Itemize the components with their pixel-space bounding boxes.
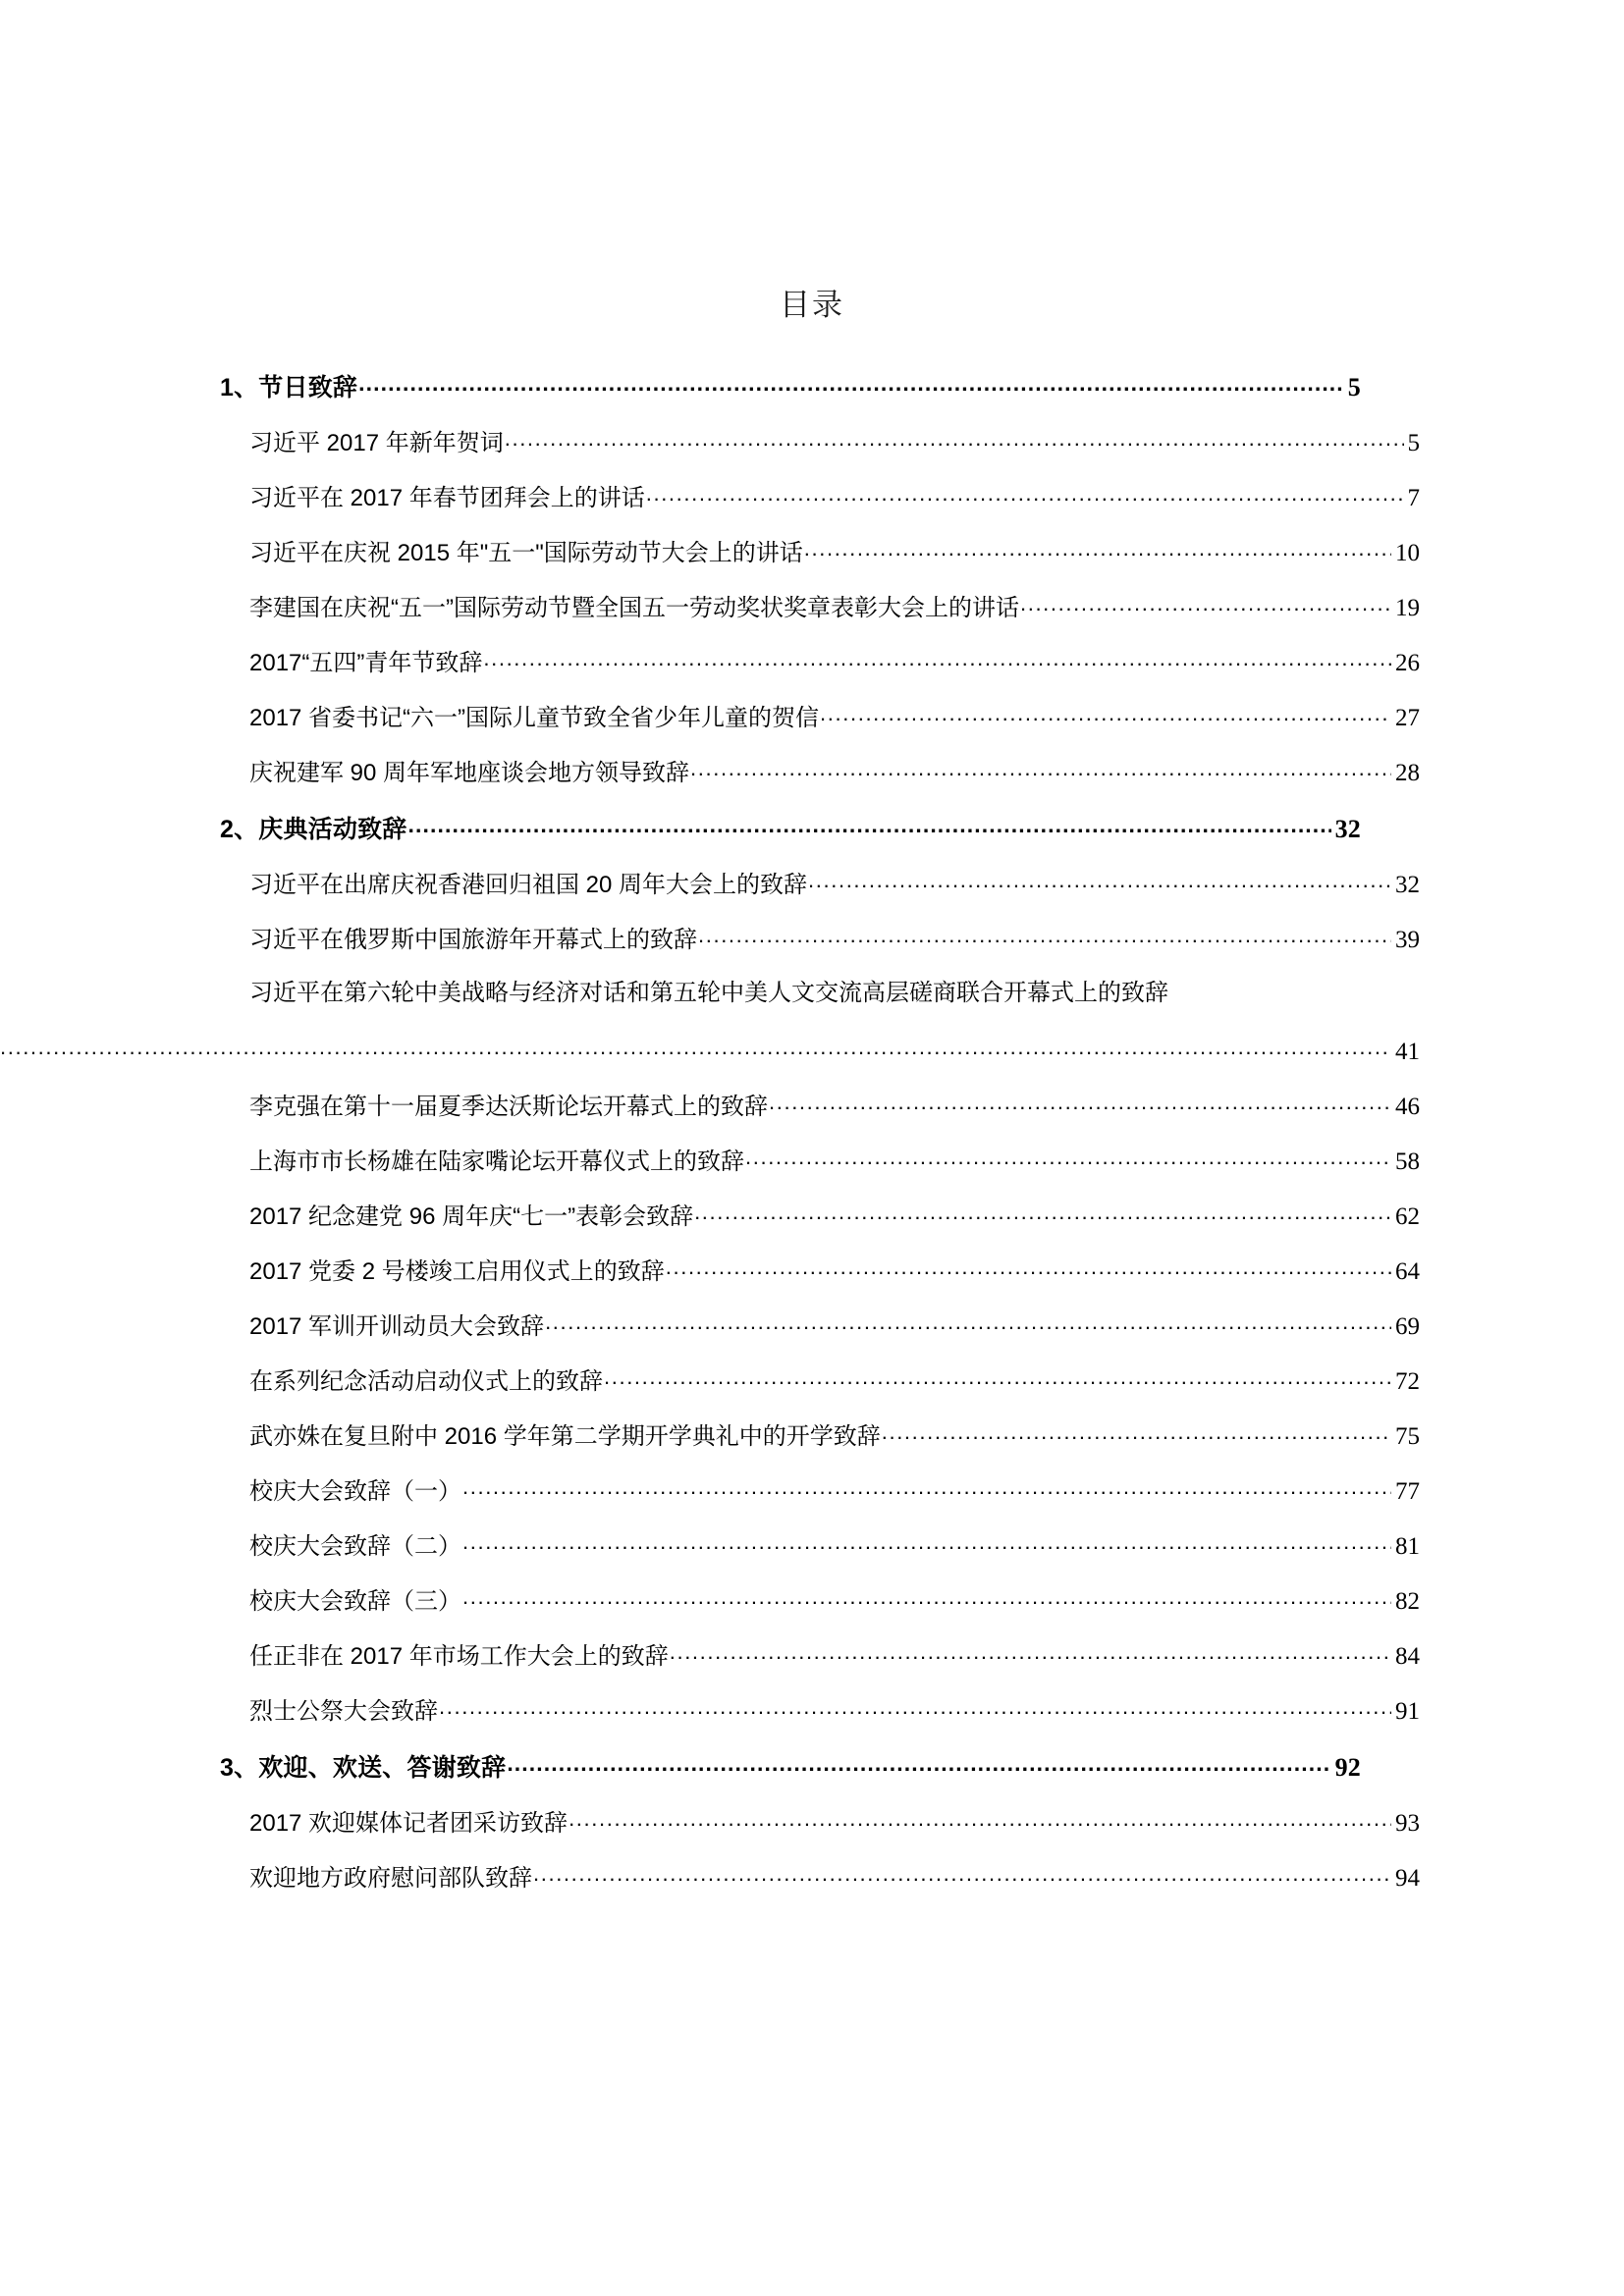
toc-entry-title: 习近平在庆祝 2015 年"五一"国际劳动节大会上的讲话 [249, 540, 803, 566]
toc-dot-leader [820, 702, 1391, 725]
toc-entry-title: 2、庆典活动致辞 [220, 816, 407, 843]
toc-entry-title: 校庆大会致辞（二） [249, 1533, 461, 1560]
toc-dot-leader [670, 1640, 1391, 1664]
table-of-contents [0, 371, 1624, 1893]
toc-entry-page-number: 77 [1395, 1478, 1420, 1505]
toc-entry-page-number: 94 [1395, 1865, 1420, 1892]
toc-entry[interactable] [0, 1695, 1624, 1726]
toc-entry-page-number: 82 [1395, 1588, 1420, 1615]
toc-entry-page-number: 75 [1395, 1423, 1420, 1450]
toc-entry[interactable] [0, 813, 1624, 844]
toc-dot-leader [1020, 592, 1391, 615]
toc-entry-title: 在系列纪念活动启动仪式上的致辞 [249, 1368, 603, 1395]
toc-entry[interactable] [0, 1475, 1624, 1506]
toc-entry-page-number: 72 [1395, 1368, 1420, 1395]
toc-entry[interactable] [0, 757, 1624, 787]
toc-dot-leader [358, 371, 1344, 396]
toc-entry-title: 欢迎地方政府慰问部队致辞 [249, 1865, 532, 1892]
toc-entry-title: 校庆大会致辞（一） [249, 1478, 461, 1505]
toc-entry-title: 3、欢迎、欢送、答谢致辞 [220, 1754, 507, 1782]
toc-entry[interactable] [0, 1585, 1624, 1616]
toc-dot-leader [545, 1310, 1391, 1334]
toc-entry-title: 庆祝建军 90 周年军地座谈会地方领导致辞 [249, 760, 690, 786]
toc-entry[interactable] [0, 482, 1624, 512]
toc-dot-leader [666, 1255, 1391, 1279]
toc-dot-leader [568, 1807, 1391, 1831]
toc-dot-leader [408, 813, 1331, 837]
toc-entry-title: 校庆大会致辞（三） [249, 1588, 461, 1615]
toc-dot-leader [604, 1365, 1391, 1389]
toc-entry-page-number: 69 [1395, 1313, 1420, 1340]
toc-entry-page-number: 32 [1395, 872, 1420, 898]
toc-entry-page-number: 32 [1334, 815, 1361, 843]
toc-entry[interactable] [0, 1640, 1624, 1671]
toc-entry-title: 习近平在出席庆祝香港回归祖国 20 周年大会上的致辞 [249, 872, 808, 898]
toc-entry[interactable] [0, 1310, 1624, 1341]
toc-entry-page-number: 81 [1395, 1533, 1420, 1560]
toc-entry-page-number: 93 [1395, 1810, 1420, 1837]
toc-entry-title: 2017 军训开训动员大会致辞 [249, 1313, 545, 1340]
toc-entry[interactable] [0, 592, 1624, 622]
toc-entry[interactable] [0, 1146, 1624, 1176]
toc-entry-title: 任正非在 2017 年市场工作大会上的致辞 [249, 1643, 669, 1670]
toc-entry[interactable] [0, 537, 1624, 567]
toc-dot-leader [533, 1862, 1391, 1886]
toc-entry-page-number: 27 [1395, 705, 1420, 731]
toc-dot-leader [439, 1695, 1391, 1719]
toc-entry-title: 2017“五四”青年节致辞 [249, 650, 483, 676]
toc-entry[interactable] [0, 1365, 1624, 1396]
toc-entry-page-number: 5 [1407, 430, 1420, 456]
toc-dot-leader [808, 869, 1391, 892]
toc-entry[interactable] [0, 1091, 1624, 1121]
toc-dot-leader [694, 1201, 1391, 1224]
toc-dot-leader [690, 757, 1391, 780]
toc-entry-title: 习近平 2017 年新年贺词 [249, 430, 504, 456]
toc-entry-title: 2017 欢迎媒体记者团采访致辞 [249, 1810, 568, 1837]
toc-entry[interactable] [0, 1255, 1624, 1286]
toc-entry[interactable] [0, 1862, 1624, 1893]
toc-entry[interactable] [0, 979, 1624, 1066]
toc-entry-page-number: 62 [1395, 1203, 1420, 1230]
toc-entry[interactable] [0, 924, 1624, 954]
toc-entry-page-number: 19 [1395, 595, 1420, 621]
toc-entry-title: 李建国在庆祝“五一”国际劳动节暨全国五一劳动奖状奖章表彰大会上的讲话 [249, 595, 1019, 621]
toc-entry-title: 李克强在第十一届夏季达沃斯论坛开幕式上的致辞 [249, 1094, 768, 1120]
toc-entry[interactable] [0, 702, 1624, 732]
toc-entry[interactable] [0, 869, 1624, 899]
toc-entry-title: 2017 纪念建党 96 周年庆“七一”表彰会致辞 [249, 1203, 694, 1230]
toc-entry-page-number: 10 [1395, 540, 1420, 566]
toc-entry-page-number: 64 [1395, 1258, 1420, 1285]
toc-entry-page-number: 92 [1334, 1753, 1361, 1782]
toc-entry-page-number: 84 [1395, 1643, 1420, 1670]
toc-entry[interactable] [0, 647, 1624, 677]
page-title: 目录 [780, 288, 844, 322]
toc-entry-title: 2017 党委 2 号楼竣工启用仪式上的致辞 [249, 1258, 665, 1285]
toc-dot-leader [769, 1091, 1391, 1114]
toc-entry[interactable] [0, 1807, 1624, 1838]
toc-dot-leader [882, 1420, 1391, 1444]
toc-dot-leader [507, 1751, 1330, 1776]
toc-dot-leader [462, 1530, 1391, 1554]
toc-entry[interactable] [0, 427, 1624, 457]
toc-entry-title: 武亦姝在复旦附中 2016 学年第二学期开学典礼中的开学致辞 [249, 1423, 881, 1450]
toc-entry[interactable] [0, 1530, 1624, 1561]
toc-entry-page-number: 5 [1347, 373, 1361, 401]
toc-entry-page-number: 28 [1395, 760, 1420, 786]
toc-dot-leader [0, 1036, 1391, 1059]
toc-entry-page-number: 46 [1395, 1094, 1420, 1120]
toc-entry-page-number: 58 [1395, 1148, 1420, 1175]
toc-entry-page-number: 41 [1395, 1039, 1420, 1065]
toc-entry-title: 烈士公祭大会致辞 [249, 1698, 438, 1725]
toc-entry-title: 2017 省委书记“六一”国际儿童节致全省少年儿童的贺信 [249, 705, 820, 731]
toc-dot-leader [505, 427, 1404, 451]
toc-entry[interactable] [0, 1751, 1624, 1783]
toc-dot-leader [483, 647, 1391, 670]
toc-entry-title: 习近平在第六轮中美战略与经济对话和第五轮中美人文交流高层磋商联合开幕式上的致辞 [249, 980, 1168, 1006]
toc-entry-page-number: 26 [1395, 650, 1420, 676]
toc-dot-leader [698, 924, 1391, 947]
toc-entry-page-number: 39 [1395, 927, 1420, 953]
toc-dot-leader [804, 537, 1391, 561]
toc-entry-title: 上海市市长杨雄在陆家嘴论坛开幕仪式上的致辞 [249, 1148, 744, 1175]
toc-dot-leader [745, 1146, 1391, 1169]
toc-entry-title: 习近平在俄罗斯中国旅游年开幕式上的致辞 [249, 927, 697, 953]
toc-entry-page-number: 7 [1407, 485, 1420, 511]
toc-entry[interactable] [0, 1420, 1624, 1451]
toc-entry[interactable] [0, 371, 1624, 402]
toc-dot-leader [462, 1475, 1391, 1499]
toc-entry[interactable] [0, 1201, 1624, 1231]
toc-entry-page-number: 91 [1395, 1698, 1420, 1725]
toc-entry-leader-line [0, 1036, 1420, 1066]
toc-entry-title: 习近平在 2017 年春节团拜会上的讲话 [249, 485, 645, 511]
toc-entry-title: 1、节日致辞 [220, 374, 358, 401]
toc-dot-leader [646, 482, 1404, 506]
toc-dot-leader [462, 1585, 1391, 1609]
